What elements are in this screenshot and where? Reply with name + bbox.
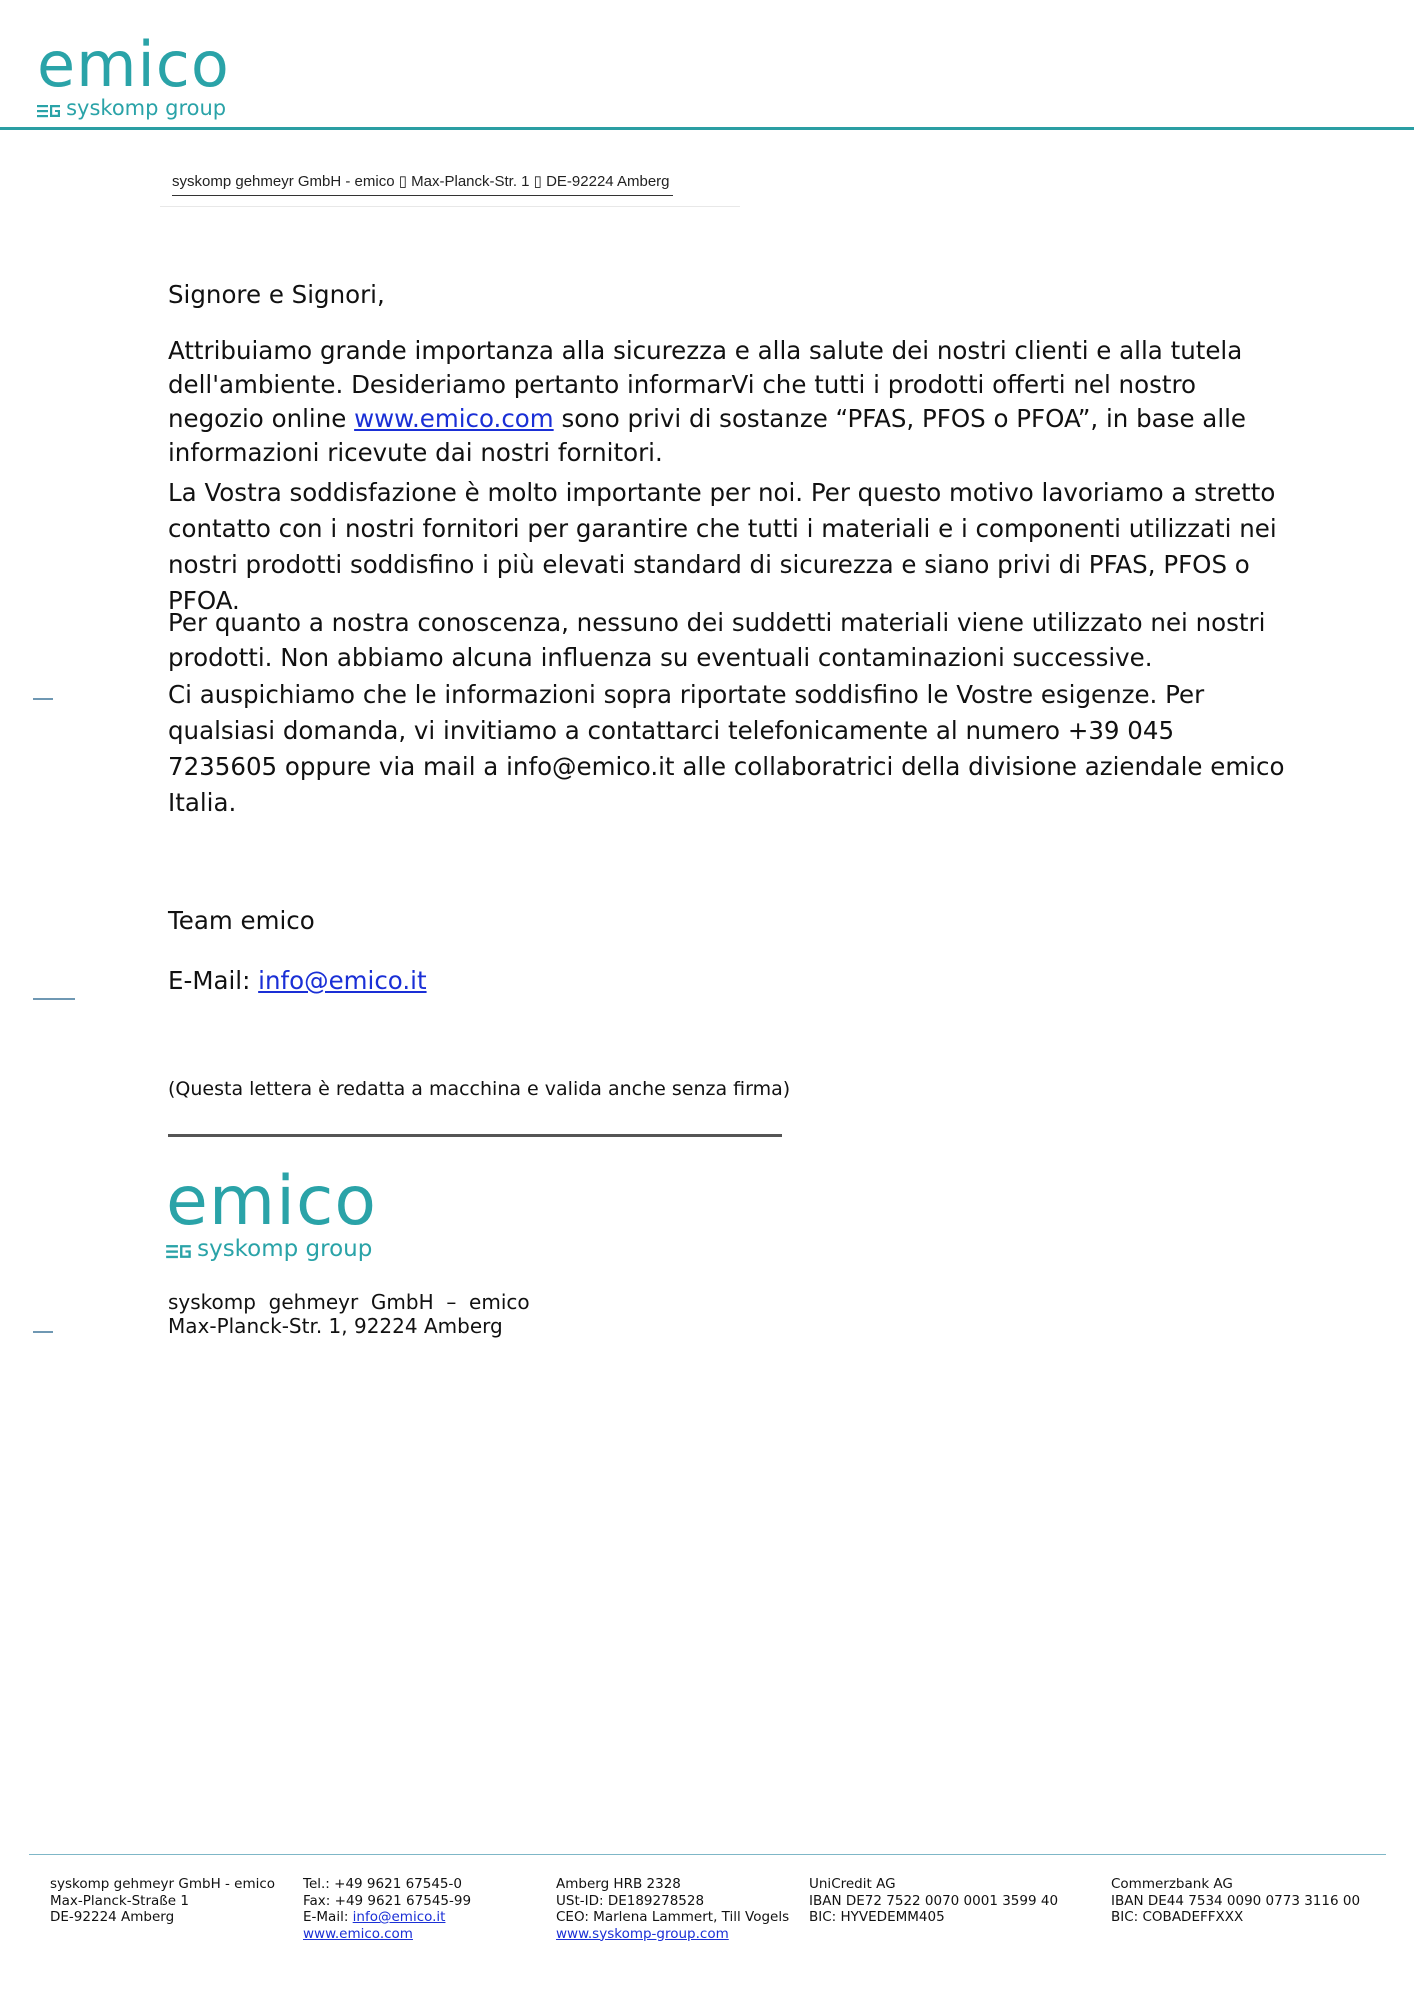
signature-logo-subtitle: syskomp group xyxy=(197,1236,373,1262)
machine-letter-note: (Questa lettera è redatta a macchina e valida anche senza firma) xyxy=(168,1078,791,1100)
paragraph-intro-text-end: sono privi di sostanze “PFAS, PFOS o PFOA”, in base alle informazioni ricevute dai nostri fornitori. xyxy=(168,404,1247,467)
paragraph-satisfaction: La Vostra soddisfazione è molto importante per noi. Per questo motivo lavoriamo a stretto contatto con i nostri fornitori per garantire che tutti i materiali e i componenti utilizzati nei nostri prodotti soddisfino i più elevati standard di sicurezza e siano privi di PFAS, PFOS o PFOA. xyxy=(168,478,1277,615)
fold-mark-hole xyxy=(33,998,75,1000)
footer-ceo: CEO: Marlena Lammert, Till Vogels xyxy=(556,1909,790,1925)
header-rule xyxy=(0,127,1414,130)
closing-address xyxy=(168,1290,530,1338)
website-link[interactable]: www.emico.com xyxy=(354,404,554,433)
paragraph-intro-text: Attribuiamo grande importanza alla sicurezza e alla salute dei nostri clienti e alla tutela dell'ambiente. Desideriamo pertanto informarVi che tutti i prodotti offerti nel nostro negozio online xyxy=(168,336,1243,433)
footer-company-city: DE-92224 Amberg xyxy=(50,1909,175,1925)
logo-subtitle: syskomp group xyxy=(66,96,227,120)
footer-bank-name: Commerzbank AG xyxy=(1111,1876,1233,1892)
footer-bank-bic: BIC: HYVEDEMM405 xyxy=(809,1909,945,1925)
footer-contact xyxy=(303,1876,471,1942)
team-signoff: Team emico xyxy=(168,906,315,935)
email-contact xyxy=(168,964,1288,998)
footer-company-street: Max-Planck-Straße 1 xyxy=(50,1892,189,1909)
paragraph-knowledge: Per quanto a nostra conoscenza, nessuno dei suddetti materiali viene utilizzato nei nostri prodotti. Non abbiamo alcuna influenza su eventuali contaminazioni successive. xyxy=(168,608,1266,672)
paragraph-contact: Ci auspichiamo che le informazioni sopra riportate soddisfino le Vostre esigenze. Per qualsiasi domanda, vi invitiamo a contattarci telefonicamente al numero +39 045 7235605 oppure via mail a info@emico.it alle collaboratrici della divisione aziendale emico Italia. xyxy=(168,680,1285,817)
sender-line-shadow xyxy=(160,206,740,207)
email-link[interactable]: info@emico.it xyxy=(258,966,427,995)
signature-logo xyxy=(166,1162,377,1262)
footer-company xyxy=(50,1876,275,1926)
footer-rule xyxy=(29,1854,1386,1855)
footer-tel: Tel.: +49 9621 67545-0 xyxy=(303,1876,462,1892)
footer-company-name: syskomp gehmeyr GmbH - emico xyxy=(50,1876,276,1892)
fold-mark-top xyxy=(33,698,53,700)
footer-website-link[interactable]: www.emico.com xyxy=(303,1925,413,1942)
footer-bank-commerzbank xyxy=(1111,1876,1360,1926)
footer-hrb: Amberg HRB 2328 xyxy=(556,1876,681,1892)
footer-email-link[interactable]: info@emico.it xyxy=(352,1909,446,1925)
footer-email-label: E-Mail: xyxy=(303,1909,353,1925)
footer-bank-unicredit xyxy=(809,1876,1058,1926)
email-label: E-Mail: xyxy=(168,966,259,995)
footer-group-website-link[interactable]: www.syskomp-group.com xyxy=(556,1925,729,1942)
signature-logo-wordmark: emico xyxy=(166,1162,377,1241)
footer-bank-name: UniCredit AG xyxy=(809,1876,896,1892)
footer-fax: Fax: +49 9621 67545-99 xyxy=(303,1892,472,1909)
footer-bank-bic: BIC: COBADEFFXXX xyxy=(1111,1909,1244,1925)
closing-company: syskomp gehmeyr GmbH – emico xyxy=(168,1290,530,1314)
header-logo xyxy=(37,28,230,120)
footer-registry xyxy=(556,1876,789,1942)
fold-mark-bottom xyxy=(33,1331,53,1333)
paragraph-intro xyxy=(168,334,1288,470)
sg-logo-icon xyxy=(37,104,61,118)
footer-bank-iban: IBAN DE44 7534 0090 0773 3116 00 xyxy=(1111,1892,1361,1909)
closing-street: Max-Planck-Str. 1, 92224 Amberg xyxy=(168,1314,503,1338)
footer-bank-iban: IBAN DE72 7522 0070 0001 3599 40 xyxy=(809,1892,1059,1909)
footer-vat-id: USt-ID: DE189278528 xyxy=(556,1892,705,1909)
signature-rule xyxy=(168,1134,782,1137)
logo-wordmark: emico xyxy=(37,28,230,101)
salutation: Signore e Signori, xyxy=(168,280,385,309)
sender-address-line: syskomp gehmeyr GmbH - emico ▯ Max-Planck-Str. 1 ▯ DE-92224 Amberg xyxy=(172,172,673,196)
signature-sg-logo-icon xyxy=(166,1244,192,1259)
